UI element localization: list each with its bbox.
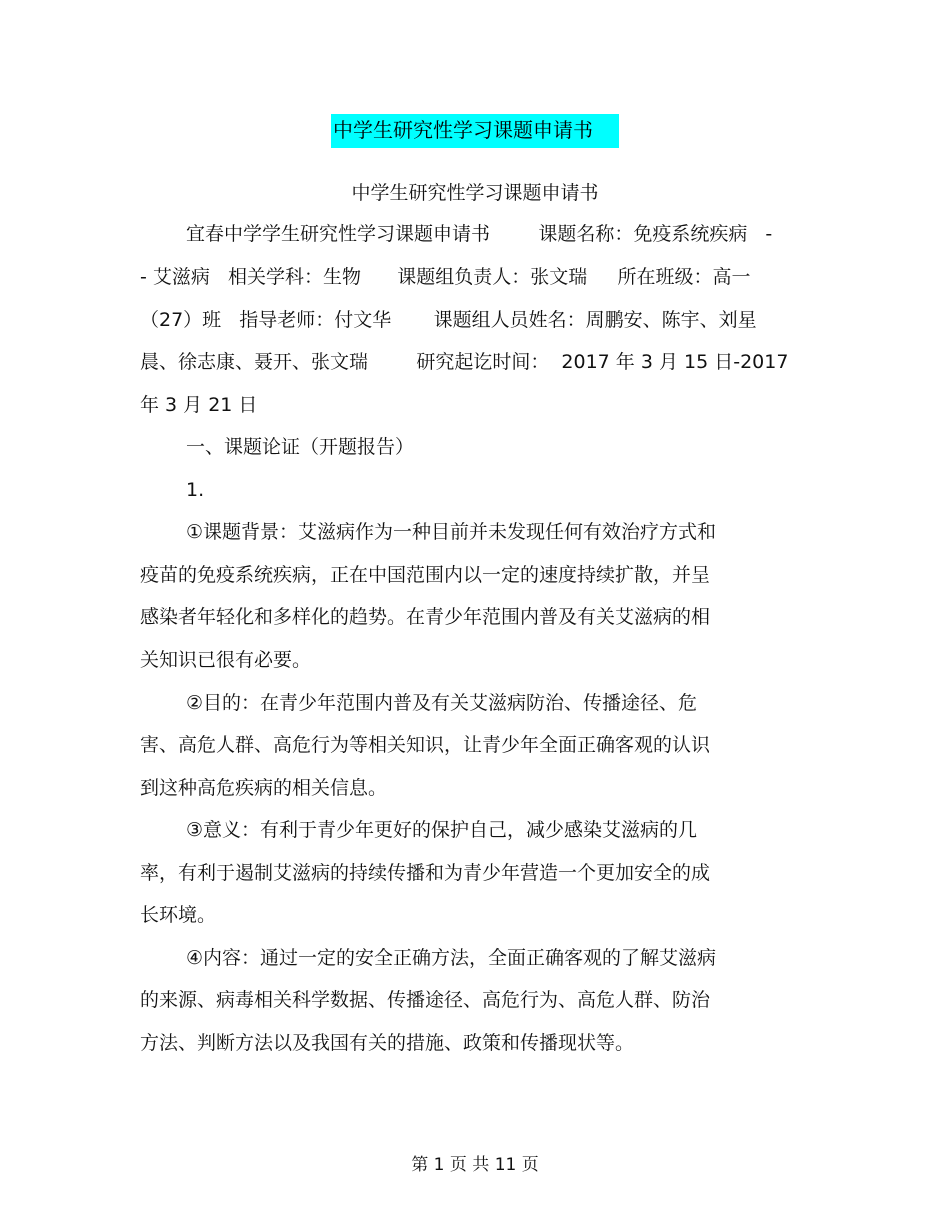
header-title: 中学生研究性学习课题申请书 <box>331 114 619 148</box>
paragraph-line: ②目的：在青少年范围内普及有关艾滋病防治、传播途径、危 <box>186 692 698 714</box>
header-title-block <box>0 114 950 148</box>
paragraph-line: 到这种高危疾病的相关信息。 <box>140 777 388 799</box>
paragraph-line: ③意义：有利于青少年更好的保护自己，减少感染艾滋病的几 <box>186 819 698 841</box>
paragraph-line: 宜春中学学生研究性学习课题申请书 课题名称：免疫系统疾病 - <box>186 223 773 245</box>
paragraph-line: 害、高危人群、高危行为等相关知识，让青少年全面正确客观的认识 <box>140 734 711 756</box>
paragraph-line: 疫苗的免疫系统疾病，正在中国范围内以一定的速度持续扩散，并呈 <box>140 564 711 586</box>
paragraph-line: 率，有利于遏制艾滋病的持续传播和为青少年营造一个更加安全的成 <box>140 862 711 884</box>
paragraph-line: - 艾滋病 相关学科：生物 课题组负责人：张文瑞 所在班级：高一 <box>140 266 751 288</box>
paragraph-line: 年 3 月 21 日 <box>140 394 258 416</box>
paragraph-line: ④内容：通过一定的安全正确方法，全面正确客观的了解艾滋病 <box>186 947 717 969</box>
section-heading: 一、课题论证（开题报告） <box>186 436 415 458</box>
paragraph-line: 晨、徐志康、聂开、张文瑞 研究起讫时间： 2017 年 3 月 15 日-2017 <box>140 351 789 373</box>
page-footer: 第 1 页 共 11 页 <box>411 1155 539 1175</box>
paragraph-line: 方法、判断方法以及我国有关的措施、政策和传播现状等。 <box>140 1032 635 1054</box>
paragraph-line: 长环境。 <box>140 904 217 926</box>
paragraph-line: 的来源、病毒相关科学数据、传播途径、高危行为、高危人群、防治 <box>140 989 711 1011</box>
paragraph-line: 感染者年轻化和多样化的趋势。在青少年范围内普及有关艾滋病的相 <box>140 606 711 628</box>
document-subtitle: 中学生研究性学习课题申请书 <box>351 182 599 204</box>
section-number: 1. <box>186 479 205 501</box>
paragraph-line: （27）班 指导老师：付文华 课题组人员姓名：周鹏安、陈宇、刘星 <box>140 309 757 331</box>
paragraph-line: ①课题背景：艾滋病作为一种目前并未发现任何有效治疗方式和 <box>186 521 717 543</box>
paragraph-line: 关知识已很有必要。 <box>140 649 312 671</box>
